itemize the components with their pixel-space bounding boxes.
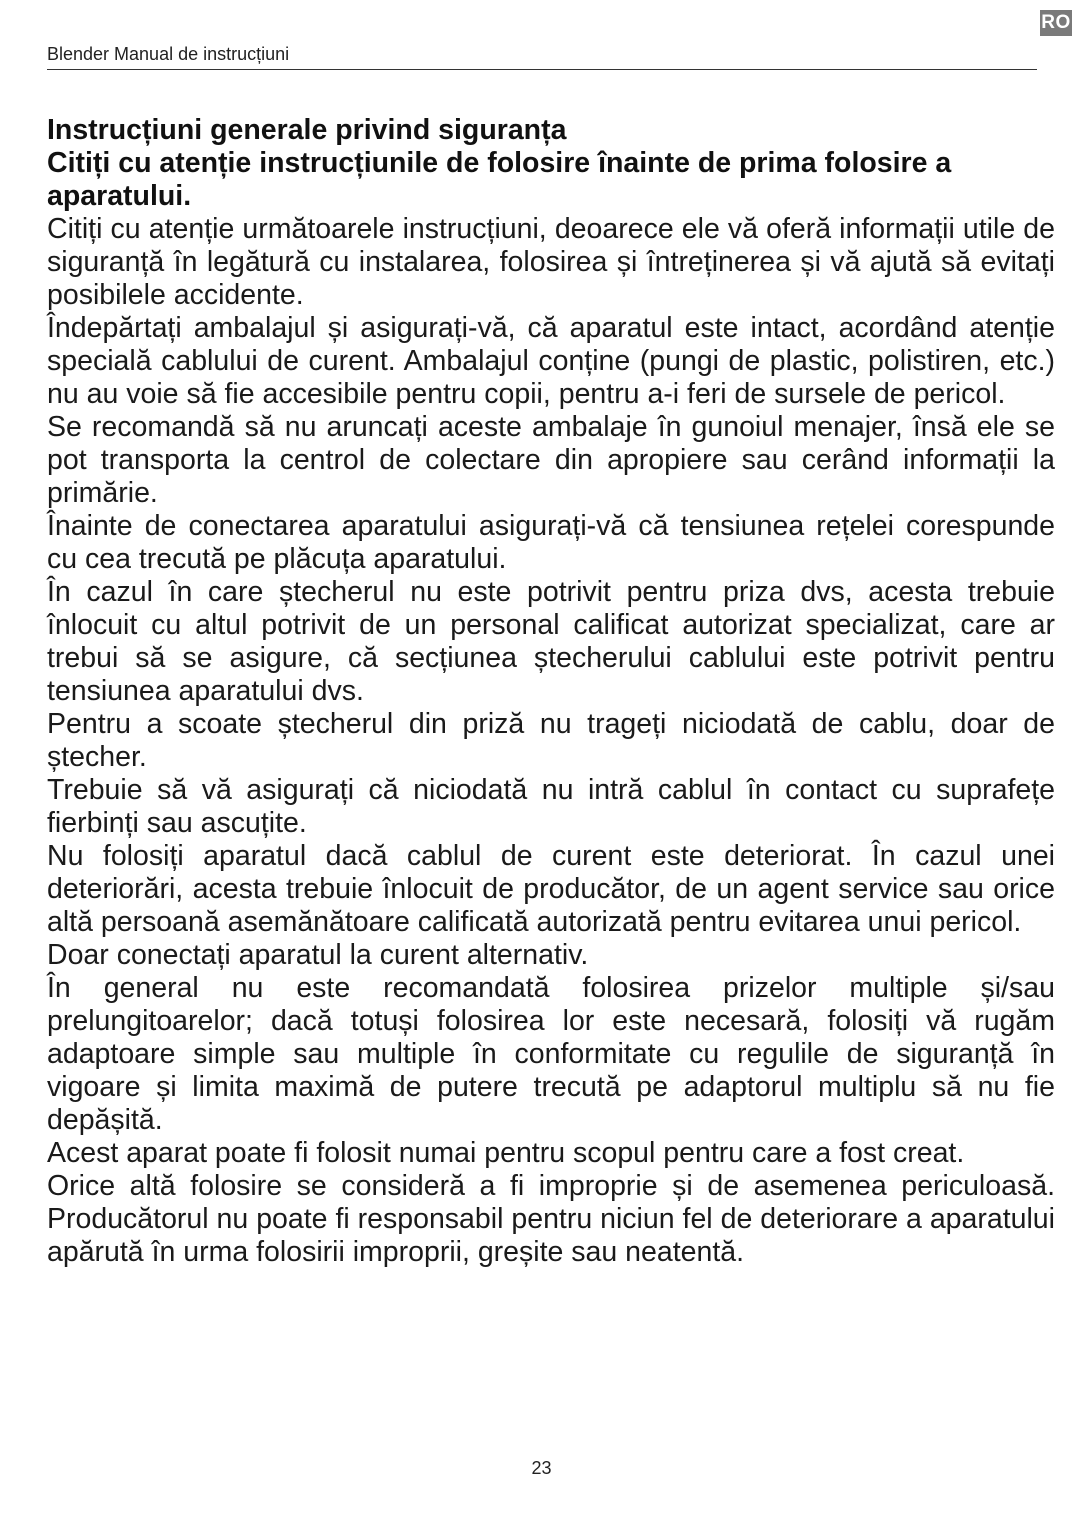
section-subheading: Citiți cu atenție instrucțiunile de folosire înainte de prima folosire a aparatului. — [47, 147, 952, 212]
page-content — [47, 114, 1055, 1269]
paragraph: Pentru a scoate ștecherul din priză nu trageți niciodată de cablu, doar de ștecher. — [47, 708, 1055, 773]
paragraph: În cazul în care ștecherul nu este potrivit pentru priza dvs, acesta trebuie înlocuit cu altul potrivit de un personal calificat autorizat specializat, care ar trebui să se asigure, că secțiunea ștecherului cablului este potrivit pentru tensiunea aparatului dvs. — [47, 576, 1055, 707]
paragraph: Doar conectați aparatul la curent alternativ. — [47, 939, 589, 971]
page-number: 23 — [531, 1458, 552, 1478]
paragraph: Orice altă folosire se consideră a fi improprie și de asemenea periculoasă. Producătorul nu poate fi responsabil pentru niciun fel de deteriorare a aparatului apărută în urma folosirii improprii, greșite sau neatentă. — [47, 1170, 1055, 1268]
paragraph: În general nu este recomandată folosirea prizelor multiple și/sau prelungitoarelor; dacă totuși folosirea lor este necesară, folosiți vă rugăm adaptoare simple sau multiple în conformitate cu regulile de siguranță în vigoare și limita maximă de putere trecută pe adaptorul multiplu să nu fie depășită. — [47, 972, 1055, 1136]
language-badge: RO — [1040, 10, 1072, 36]
paragraph: Se recomandă să nu aruncați aceste ambalaje în gunoiul menajer, însă ele se pot transporta la centrol de colectare din apropiere sau cerând informații la primărie. — [47, 411, 1055, 509]
paragraph: Îndepărtați ambalajul și asigurați-vă, că aparatul este intact, acordând atenție specială cablului de curent. Ambalajul conține (pungi de plastic, polistiren, etc.) nu au voie să fie accesibile pentru copii, pentru a-i feri de sursele de pericol. — [47, 312, 1055, 410]
paragraph: Nu folosiți aparatul dacă cablul de curent este deteriorat. În cazul unei deteriorări, acesta trebuie înlocuit de producător, de un agent service sau orice altă persoană asemănătoare calificată autorizată pentru evitarea unui pericol. — [47, 840, 1055, 938]
paragraph: Înainte de conectarea aparatului asigurați-vă că tensiunea rețelei corespunde cu cea trecută pe plăcuța aparatului. — [47, 510, 1055, 575]
section-heading: Instrucțiuni generale privind siguranța — [47, 114, 567, 146]
header-rule — [47, 69, 1037, 70]
paragraph: Acest aparat poate fi folosit numai pentru scopul pentru care a fost creat. — [47, 1137, 965, 1169]
paragraph: Citiți cu atenție următoarele instrucțiuni, deoarece ele vă oferă informații utile de siguranță în legătură cu instalarea, folosirea și întreținerea și vă ajută să evitați posibilele accidente. — [47, 213, 1055, 311]
paragraph: Trebuie să vă asigurați că niciodată nu intră cablul în contact cu suprafețe fierbinți sau ascuțite. — [47, 774, 1055, 839]
running-header: Blender Manual de instrucțiuni — [47, 44, 290, 64]
